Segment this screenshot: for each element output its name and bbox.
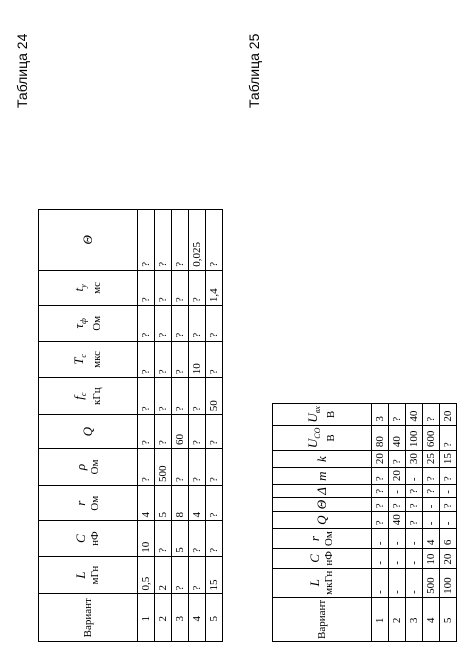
table-cell: 600 [423, 425, 440, 451]
table-cell: 20 [440, 404, 457, 425]
table-cell: - [423, 497, 440, 511]
table-cell: ? [206, 210, 223, 271]
table-cell: - [372, 568, 389, 597]
table-row [406, 404, 423, 642]
table-cell: ? [389, 404, 406, 425]
table-24-body [138, 210, 223, 642]
column-header [273, 512, 372, 529]
column-unit: В [324, 434, 337, 442]
column-symbol: C [73, 534, 88, 543]
table-cell: - [372, 529, 389, 549]
table-cell: ? [206, 521, 223, 556]
table-row [372, 404, 389, 642]
column-symbol: k [313, 456, 329, 463]
column-unit: Ом [89, 495, 101, 511]
table-cell: ? [138, 306, 155, 341]
column-header [39, 415, 138, 449]
variant-number-cell: 4 [423, 597, 440, 641]
table-cell: 20 [389, 468, 406, 485]
table-cell: ? [172, 341, 189, 378]
variant-number-cell: 3 [172, 594, 189, 642]
table-cell: - [440, 512, 457, 529]
table-cell: - [440, 485, 457, 498]
table-cell: ? [189, 306, 206, 341]
column-header [39, 521, 138, 556]
table-cell: ? [440, 468, 457, 485]
table-cell: ? [189, 270, 206, 305]
column-header [273, 451, 372, 468]
column-unit: мкс [90, 350, 103, 368]
table-cell: ? [155, 415, 172, 449]
table-cell: - [389, 485, 406, 498]
table-24-header-row [39, 210, 138, 642]
column-symbol: L [307, 579, 322, 587]
table-cell: 100 [440, 568, 457, 597]
table-cell: 0,5 [138, 556, 155, 594]
column-header [273, 568, 372, 597]
table-cell: ? [155, 270, 172, 305]
table-row [206, 210, 223, 642]
table-cell: ? [138, 449, 155, 486]
column-header [39, 485, 138, 520]
table-cell: 4 [189, 485, 206, 520]
table-cell: ? [406, 497, 423, 511]
table-cell: 40 [389, 512, 406, 529]
table-cell: 10 [189, 341, 206, 378]
table-cell: 500 [155, 449, 172, 486]
table-cell: ? [389, 451, 406, 468]
column-unit: Ом [323, 531, 335, 547]
table-cell: ? [172, 270, 189, 305]
table-row [440, 404, 457, 642]
table-cell: ? [155, 210, 172, 271]
table-cell: 40 [406, 404, 423, 425]
variant-number-cell: 5 [440, 597, 457, 641]
column-symbol: L [73, 571, 88, 579]
variant-number-cell: 5 [206, 594, 223, 642]
table-cell: - [423, 512, 440, 529]
table-cell: ? [189, 556, 206, 594]
column-symbol: Q [79, 426, 95, 437]
column-symbol: T [71, 357, 87, 365]
column-subscript: у [79, 284, 89, 288]
column-subscript: ф [79, 318, 89, 324]
table-cell: ? [172, 306, 189, 341]
table-cell: ? [372, 485, 389, 498]
table-25-body [372, 404, 457, 642]
table-cell: 10 [138, 521, 155, 556]
column-header [39, 449, 138, 486]
table-cell: ? [189, 521, 206, 556]
table-cell: ? [406, 485, 423, 498]
column-unit: мГн [89, 565, 101, 585]
column-unit: нФ [323, 551, 335, 566]
variant-number-cell: 1 [138, 594, 155, 642]
table-cell: ? [389, 497, 406, 511]
table-24-container [38, 209, 223, 642]
column-unit: нФ [89, 531, 101, 546]
column-unit: мкГн [323, 570, 335, 595]
table-cell: 500 [423, 568, 440, 597]
table-cell: ? [172, 556, 189, 594]
table-cell: 30 [406, 451, 423, 468]
table-cell: ? [138, 415, 155, 449]
table-cell: 50 [206, 378, 223, 415]
variant-number-cell: 1 [372, 597, 389, 641]
table-cell: ? [440, 425, 457, 451]
table-cell: 60 [172, 415, 189, 449]
table-cell: ? [138, 378, 155, 415]
column-symbol: m [313, 471, 329, 481]
table-24-caption: Таблица 24 [14, 33, 30, 108]
table-25-header-row [273, 404, 372, 642]
variant-number-cell: 3 [406, 597, 423, 641]
table-cell: ? [138, 270, 155, 305]
column-unit: кГц [90, 387, 103, 405]
table-row [389, 404, 406, 642]
table-cell: ? [440, 497, 457, 511]
column-header [273, 468, 372, 485]
table-cell: ? [206, 485, 223, 520]
column-symbol: U [305, 438, 321, 449]
table-cell: ? [155, 306, 172, 341]
column-header [273, 497, 372, 511]
table-cell: 5 [172, 521, 189, 556]
table-25-container [272, 403, 457, 642]
table-cell: - [389, 529, 406, 549]
table-row [172, 210, 189, 642]
column-symbol: r [73, 500, 88, 506]
table-cell: ? [206, 415, 223, 449]
table-24 [38, 209, 223, 642]
column-unit: Ом [90, 315, 103, 331]
table-cell: ? [372, 497, 389, 511]
table-cell: 1,4 [206, 270, 223, 305]
column-header [39, 556, 138, 594]
column-header [39, 378, 138, 415]
column-header [273, 425, 372, 451]
column-header [39, 210, 138, 271]
column-header [273, 485, 372, 498]
column-symbol: Δ [313, 487, 329, 495]
table-cell: 15 [206, 556, 223, 594]
table-cell: 40 [389, 425, 406, 451]
column-symbol: U [305, 413, 321, 423]
column-subscript: c [79, 354, 89, 358]
column-unit: мс [90, 281, 103, 294]
column-subscript: CO [313, 427, 323, 439]
table-cell: 80 [372, 425, 389, 451]
table-row [138, 210, 155, 642]
column-unit: Ом [89, 459, 101, 475]
column-header [39, 270, 138, 305]
variant-number-cell: 2 [389, 597, 406, 641]
column-symbol: Θ [79, 235, 95, 245]
table-cell: 4 [138, 485, 155, 520]
column-symbol: r [307, 536, 322, 542]
table-cell: ? [189, 378, 206, 415]
column-header [273, 529, 372, 549]
table-cell: ? [189, 449, 206, 486]
table-cell: ? [155, 378, 172, 415]
table-cell: ? [206, 306, 223, 341]
table-cell: ? [206, 341, 223, 378]
table-cell: ? [138, 341, 155, 378]
column-symbol: τ [71, 323, 87, 329]
table-cell: ? [138, 210, 155, 271]
table-cell: 20 [372, 451, 389, 468]
table-cell: - [406, 468, 423, 485]
table-cell: 3 [372, 404, 389, 425]
table-cell: - [389, 549, 406, 569]
table-cell: ? [372, 468, 389, 485]
column-symbol: Q [313, 515, 329, 525]
column-symbol: Θ [313, 499, 329, 510]
table-cell: ? [172, 378, 189, 415]
table-cell: ? [406, 512, 423, 529]
table-cell: 5 [155, 485, 172, 520]
column-symbol: t [71, 287, 87, 292]
table-cell: ? [423, 485, 440, 498]
table-cell: 25 [423, 451, 440, 468]
variant-header [39, 594, 138, 642]
table-cell: 10 [423, 549, 440, 569]
table-cell: 8 [172, 485, 189, 520]
column-unit: В [324, 410, 337, 419]
table-cell: - [406, 529, 423, 549]
table-cell: ? [372, 512, 389, 529]
table-cell: - [406, 568, 423, 597]
table-25 [272, 403, 457, 642]
table-cell: 4 [423, 529, 440, 549]
column-symbol: f [71, 396, 87, 400]
table-cell: 15 [440, 451, 457, 468]
column-subscript: c [79, 392, 89, 397]
table-cell: 20 [440, 549, 457, 569]
column-symbol: ρ [73, 463, 88, 471]
column-header [273, 549, 372, 569]
table-cell: 2 [155, 556, 172, 594]
table-cell: ? [206, 449, 223, 486]
variant-header [273, 597, 372, 641]
table-cell: 0,025 [189, 210, 206, 271]
table-cell: ? [155, 521, 172, 556]
table-cell: - [372, 549, 389, 569]
column-subscript: вх [313, 406, 323, 414]
table-cell: 100 [406, 425, 423, 451]
table-cell: - [389, 568, 406, 597]
table-cell: ? [155, 341, 172, 378]
column-symbol: C [307, 554, 322, 563]
column-header [39, 341, 138, 378]
table-cell: ? [172, 210, 189, 271]
table-row [423, 404, 440, 642]
table-cell: - [406, 549, 423, 569]
column-header [39, 306, 138, 341]
table-row [189, 210, 206, 642]
variant-number-cell: 4 [189, 594, 206, 642]
table-cell: ? [172, 449, 189, 486]
variant-header-label: Вариант [315, 599, 328, 639]
table-row [155, 210, 172, 642]
column-header [273, 404, 372, 425]
table-25-caption: Таблица 25 [246, 33, 262, 108]
table-cell: ? [423, 404, 440, 425]
variant-number-cell: 2 [155, 594, 172, 642]
variant-header-label: Вариант [81, 598, 94, 638]
table-cell: ? [423, 468, 440, 485]
table-cell: ? [189, 415, 206, 449]
table-cell: 6 [440, 529, 457, 549]
